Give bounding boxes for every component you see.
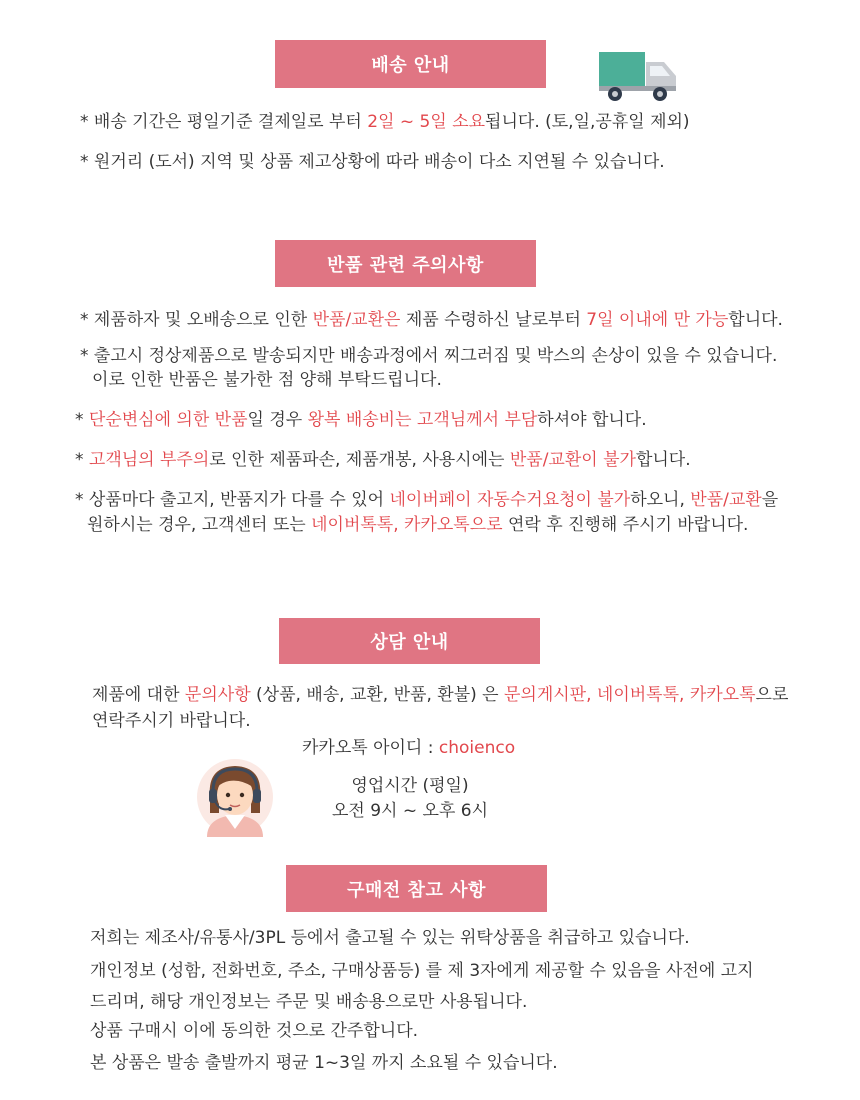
returns-line-6 — [75, 488, 778, 512]
text-segment: 으로 — [755, 685, 789, 705]
returns-line-3: 이로 인한 반품은 불가한 점 양해 부탁드립니다. — [92, 370, 442, 390]
consult-title: 상담 안내 — [370, 632, 449, 653]
highlight-text: 반품/교환이 불가 — [509, 450, 636, 470]
highlight-text: 문의사항 — [184, 685, 251, 705]
notice-line: 개인정보 (성함, 전화번호, 주소, 구매상품등) 를 제 3자에게 제공할 수 있음을 사전에 고지 — [90, 961, 754, 981]
shipping-banner — [275, 40, 546, 88]
text-segment: 됩니다. (토,일,공휴일 제외) — [485, 112, 690, 132]
shipping-period-line — [80, 110, 690, 134]
text-segment: * 배송 기간은 평일기준 결제일로 부터 — [80, 112, 368, 132]
notice-title: 구매전 참고 사항 — [347, 879, 486, 901]
customer-service-agent-icon — [193, 757, 277, 837]
returns-title: 반품 관련 주의사항 — [327, 254, 484, 276]
highlight-text: 문의게시판, 네이버톡톡, 카카오톡 — [503, 685, 756, 705]
business-hours-title: 영업시간 (평일) — [351, 776, 469, 796]
returns-line-4 — [75, 408, 647, 432]
kakao-id — [302, 736, 515, 760]
returns-line-1 — [80, 308, 783, 332]
returns-banner — [275, 240, 536, 287]
text-segment: 제품 수령하신 날로부터 — [400, 310, 587, 330]
text-segment: 하셔야 합니다. — [537, 410, 647, 430]
highlight-text: choienco — [438, 738, 516, 758]
returns-line-5 — [75, 448, 691, 472]
text-segment: 을 — [761, 490, 779, 510]
highlight-text: 2일 ~ 5일 소요 — [367, 112, 486, 132]
text-segment: 로 인한 제품파손, 제품개봉, 사용시에는 — [209, 450, 510, 470]
notice-line: 저희는 제조사/유통사/3PL 등에서 출고될 수 있는 위탁상품을 취급하고 있습니다. — [90, 928, 690, 948]
returns-line-2: * 출고시 정상제품으로 발송되지만 배송과정에서 찌그러짐 및 박스의 손상이 있을 수 있습니다. — [80, 346, 778, 366]
highlight-text: 고객님의 부주의 — [88, 450, 210, 470]
highlight-text: 왕복 배송비는 고객님께서 부담 — [307, 410, 538, 430]
business-hours: 오전 9시 ~ 오후 6시 — [331, 801, 489, 821]
text-segment: * 제품하자 및 오배송으로 인한 — [80, 310, 313, 330]
consult-banner — [279, 618, 540, 664]
text-segment: * 상품마다 출고지, 반품지가 다를 수 있어 — [75, 490, 390, 510]
notice-line: 상품 구매시 이에 동의한 것으로 간주합니다. — [90, 1021, 419, 1041]
notice-line: 드리며, 해당 개인정보는 주문 및 배송용으로만 사용됩니다. — [90, 992, 528, 1012]
highlight-text: 7일 이내에 만 가능 — [586, 310, 729, 330]
text-segment: 원하시는 경우, 고객센터 또는 — [87, 515, 312, 535]
returns-line-7 — [87, 513, 748, 537]
highlight-text: 반품/교환 — [690, 490, 762, 510]
notice-line: 본 상품은 발송 출발까지 평균 1~3일 까지 소요될 수 있습니다. — [90, 1053, 558, 1073]
consult-line-1 — [92, 683, 788, 707]
consult-line-2: 연락주시기 바랍니다. — [92, 711, 251, 731]
text-segment: 하오니, — [630, 490, 691, 510]
text-segment: 연락 후 진행해 주시기 바랍니다. — [502, 515, 749, 535]
shipping-title: 배송 안내 — [371, 55, 450, 76]
highlight-text: 네이버페이 자동수거요청이 불가 — [389, 490, 631, 510]
text-segment: * — [75, 410, 89, 430]
text-segment: * — [75, 450, 89, 470]
text-segment: 제품에 대한 — [92, 685, 185, 705]
text-segment: 합니다. — [635, 450, 691, 470]
highlight-text: 네이버톡톡, 카카오톡으로 — [311, 515, 503, 535]
text-segment: 카카오톡 아이디 : — [302, 738, 439, 758]
text-segment: 일 경우 — [247, 410, 308, 430]
notice-banner — [286, 865, 547, 912]
highlight-text: 반품/교환은 — [312, 310, 401, 330]
text-segment: 합니다. — [728, 310, 783, 330]
highlight-text: 단순변심에 의한 반품 — [88, 410, 248, 430]
delivery-truck-icon — [596, 48, 680, 104]
shipping-delay-line: * 원거리 (도서) 지역 및 상품 제고상황에 따라 배송이 다소 지연될 수 있습니다. — [80, 152, 665, 172]
text-segment: (상품, 배송, 교환, 반품, 환불) 은 — [250, 685, 504, 705]
